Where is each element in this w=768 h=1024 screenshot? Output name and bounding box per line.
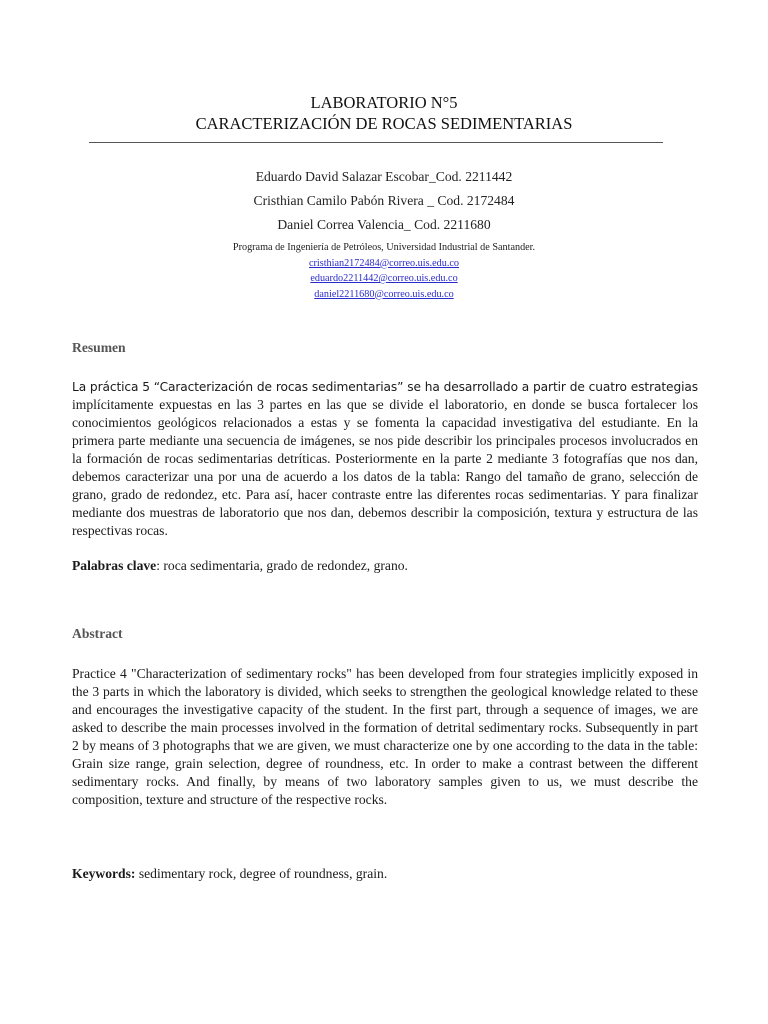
- keywords-label: Keywords:: [72, 866, 136, 881]
- title-line-1: LABORATORIO N°5: [310, 93, 458, 112]
- affiliation: Programa de Ingeniería de Petróleos, Universidad Industrial de Santander.: [232, 242, 536, 253]
- email-link-daniel[interactable]: daniel2211680@correo.uis.edu.co: [314, 288, 454, 300]
- affiliation-block: [0, 240, 768, 302]
- keywords-text: sedimentary rock, degree of roundness, grain.: [135, 866, 388, 881]
- email-link-cristhian[interactable]: cristhian2172484@correo.uis.edu.co: [309, 257, 459, 269]
- palabras-clave: [72, 557, 698, 575]
- title-divider: [89, 142, 663, 143]
- resumen-heading: Resumen: [72, 340, 126, 355]
- author-list: [0, 165, 768, 237]
- paper-title: [0, 92, 768, 134]
- abstract-body: Practice 4 "Characterization of sedimentary rocks" has been developed from four strategies implicitly exposed in the 3 parts in which the laboratory is divided, which seeks to strengthen the geological knowledge related to these and encourages the investigative capacity of the student. In the first part, through a sequence of images, we are asked to describe the main processes involved in the formation of detrital sedimentary rocks. Subsequently in part 2 by means of 3 photographs that we are given, we must characterize one by one according to the data in the table: Grain size range, grain selection, degree of roundness, etc. In order to make a contrast between the different sedimentary rocks. And finally, by means of two laboratory samples given to us, we must describe the composition, texture and structure of the respective rocks.: [72, 666, 698, 807]
- resumen-body: [72, 378, 698, 540]
- resumen-body-rest: implícitamente expuestas en las 3 partes en las que se divide el laboratorio, en donde se busca fortalecer los conocimientos geológicos relacionados a estas y se fomenta la capacidad investigativa del estudiante. En la primera parte mediante una secuencia de imágenes, se nos pide describir los principales procesos involucrados en la formación de rocas sedimentarias detríticas. Posteriormente en la parte 2 mediante 3 fotografías que nos dan, debemos caracterizar una por una de acuerdo a los datos de la tabla: Rango del tamaño de grano, selección de grano, grado de redondez, etc. Para así, hacer contraste entre las diferentes rocas sedimentarias. Y para finalizar mediante dos muestras de laboratorio que nos dan, debemos describir la composición, textura y estructura de las respectivas rocas.: [72, 397, 698, 538]
- author-2: Cristhian Camilo Pabón Rivera _ Cod. 2172484: [253, 193, 515, 208]
- abstract-heading: Abstract: [72, 626, 123, 641]
- palabras-clave-text: : roca sedimentaria, grado de redondez, grano.: [156, 558, 408, 573]
- title-line-2: CARACTERIZACIÓN DE ROCAS SEDIMENTARIAS: [195, 114, 573, 133]
- resumen-body-first-run: La práctica 5 “Caracterización de rocas sedimentarias” se ha desarrollado a partir de cuatro estrategias: [72, 380, 698, 394]
- author-1: Eduardo David Salazar Escobar_Cod. 2211442: [255, 169, 513, 184]
- palabras-clave-label: Palabras clave: [72, 558, 157, 573]
- email-link-eduardo[interactable]: eduardo2211442@correo.uis.edu.co: [310, 273, 458, 284]
- author-3: Daniel Correa Valencia_ Cod. 2211680: [277, 217, 491, 232]
- keywords: [72, 865, 698, 883]
